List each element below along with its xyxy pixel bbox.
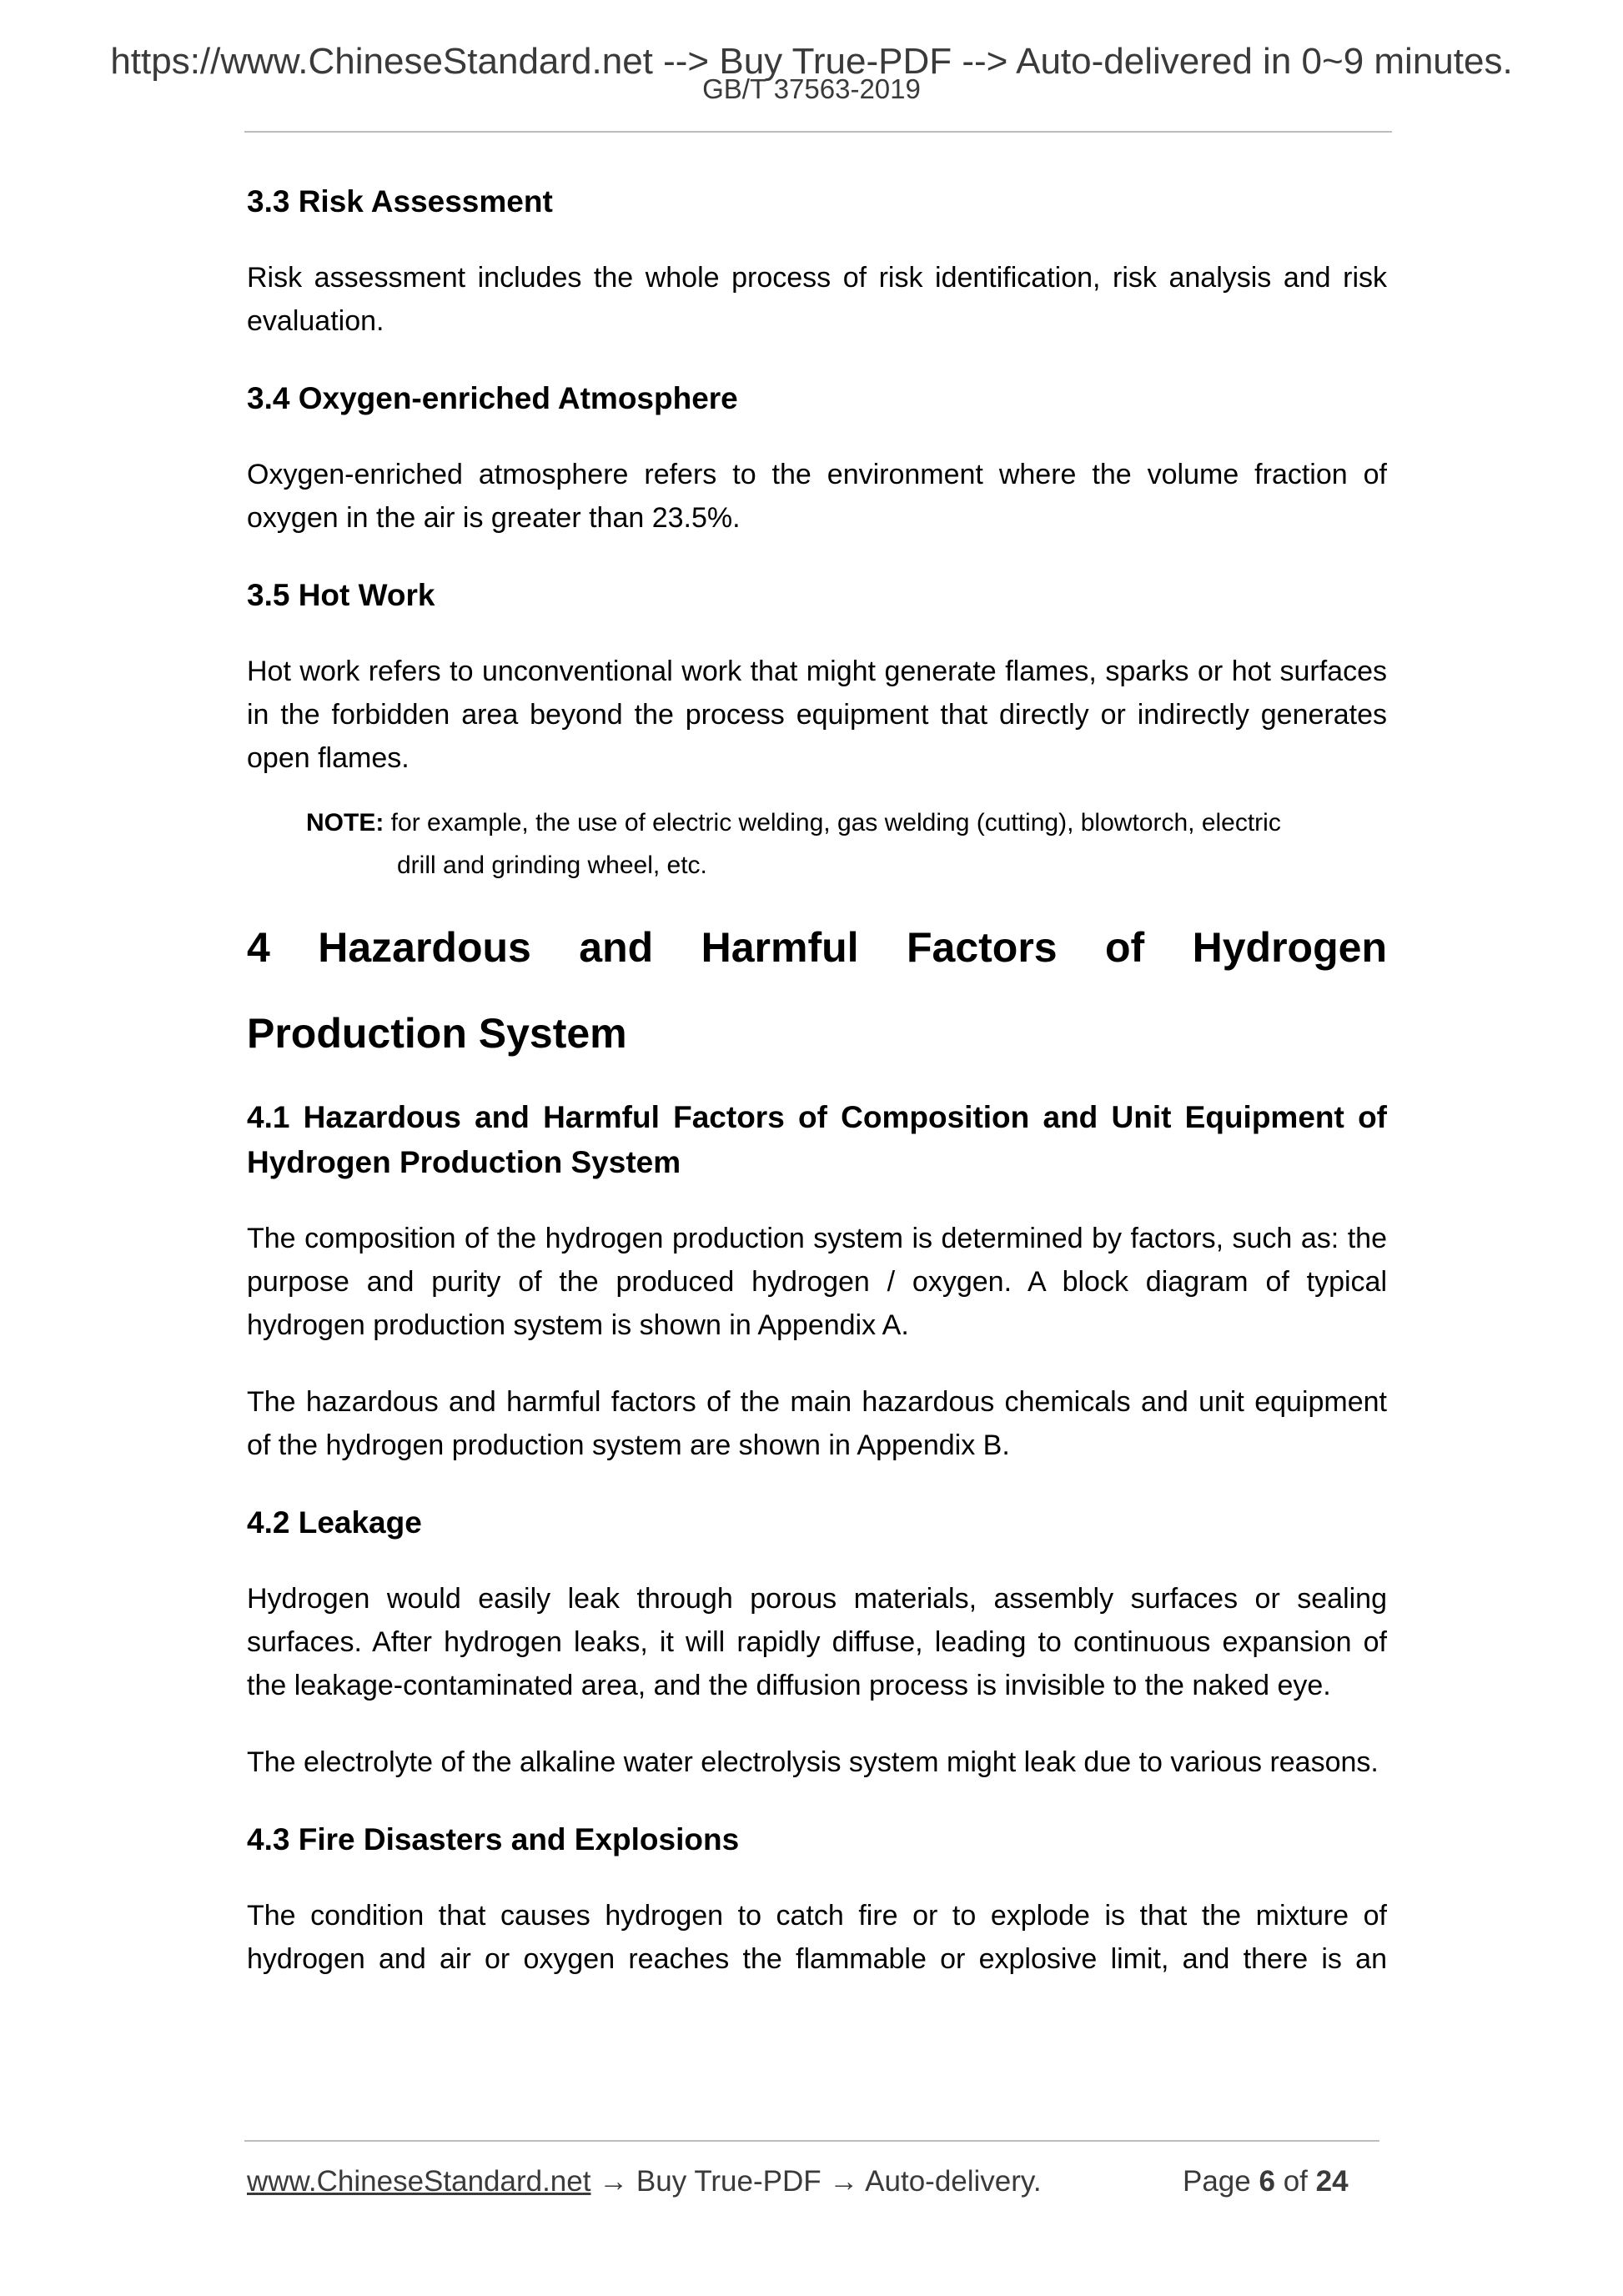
- section-4-1-paragraph-2: The hazardous and harmful factors of the main hazardous chemicals and unit equipment of the hydrogen production system are shown in Appendix B.: [247, 1386, 1387, 1461]
- footer-divider: [244, 2140, 1379, 2142]
- section-3-5-paragraph: Hot work refers to unconventional work that might generate flames, sparks or hot surfaces in the forbidden area beyond the process equipment that directly or indirectly generates open flames.: [247, 656, 1387, 774]
- section-3-4-paragraph: Oxygen-enriched atmosphere refers to the environment where the volume fraction of oxygen in the air is greater than 23.5%.: [247, 459, 1387, 534]
- note-text-line-1: for example, the use of electric welding, gas welding (cutting), blowtorch, electric: [390, 809, 1281, 837]
- section-4-1-heading: 4.1 Hazardous and Harmful Factors of Composition and Unit Equipment of Hydrogen Production System: [247, 1100, 1387, 1179]
- total-page-count: 24: [1315, 2165, 1349, 2198]
- header-divider: [244, 131, 1392, 133]
- of-word: of: [1283, 2165, 1308, 2198]
- page-indicator: [1183, 2165, 1349, 2198]
- section-4-2-paragraph-2: The electrolyte of the alkaline water electrolysis system might leak due to various reasons.: [247, 1746, 1379, 1778]
- page-word: Page: [1183, 2165, 1251, 2198]
- section-4-3-heading: 4.3 Fire Disasters and Explosions: [247, 1822, 740, 1856]
- section-3-4-heading: 3.4 Oxygen-enriched Atmosphere: [247, 381, 738, 415]
- section-4-3-paragraph: The condition that causes hydrogen to catch fire or to explode is that the mixture of hydrogen and air or oxygen reaches the flammable or explosive limit, and there is an: [247, 1900, 1387, 1975]
- page-content: [247, 179, 1387, 1981]
- footer-promo-text: → Buy True-PDF → Auto-delivery.: [590, 2165, 1042, 2198]
- note-text-line-2: drill and grinding wheel, etc.: [397, 852, 707, 879]
- section-4-2-paragraph-1: Hydrogen would easily leak through porous materials, assembly surfaces or sealing surfaces. After hydrogen leaks, it will rapidly diffuse, leading to continuous expansion of the leakage-contaminated area, and the diffusion process is invisible to the naked eye.: [247, 1583, 1387, 1701]
- section-4-1-paragraph-1: The composition of the hydrogen production system is determined by factors, such as: the purpose and purity of the produced hydrogen / oxygen. A block diagram of typical hydrogen production system is shown in Appendix A.: [247, 1223, 1387, 1341]
- note-label: NOTE:: [306, 809, 384, 837]
- footer-site-link[interactable]: www.ChineseStandard.net: [247, 2165, 591, 2198]
- section-4-2-heading: 4.2 Leakage: [247, 1505, 422, 1540]
- chapter-4-heading: 4 Hazardous and Harmful Factors of Hydrogen Production System: [247, 924, 1387, 1057]
- document-code: GB/T 37563-2019: [702, 73, 921, 104]
- section-3-3-paragraph: Risk assessment includes the whole process of risk identification, risk analysis and risk evaluation.: [247, 262, 1387, 337]
- current-page-number: 6: [1259, 2165, 1275, 2198]
- hot-work-note: [306, 801, 1387, 887]
- section-3-5-heading: 3.5 Hot Work: [247, 578, 435, 612]
- footer-promo: [247, 2165, 1042, 2198]
- site-banner: https://www.ChineseStandard.net --> Buy True-PDF --> Auto-delivered in 0~9 minutes.: [110, 41, 1513, 82]
- section-3-3-heading: 3.3 Risk Assessment: [247, 184, 553, 219]
